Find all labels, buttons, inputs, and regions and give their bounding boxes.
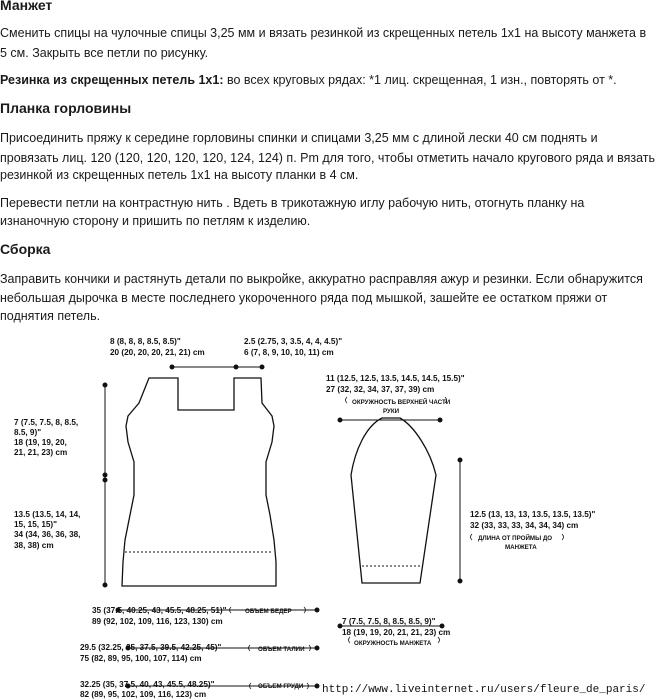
assembly-text-line3: поднятия петель. [0,309,101,323]
body-length-inches-2: 15, 15, 15)" [14,520,58,529]
upper-arm-caption-2: РУКИ [383,408,400,415]
neckband-text-line2: провязать лиц. 120 (120, 120, 120, 120, 124, 124) п. Pm для того, чтобы отметить начало кругового ряда и вязать [0,151,655,165]
body-length-inches-1: 13.5 (13.5, 14, 14, [14,510,81,519]
neckband-text-line4: Перевести петли на контрастную нить . Вдеть в трикотажную иглу рабочую нить, отогнуть планку на [0,196,585,210]
body-outline [122,378,276,586]
armhole-depth-cm-2: 21, 21, 23) cm [14,448,68,457]
chest-cm: 82 (89, 95, 102, 109, 116, 123) cm [80,690,207,699]
upper-arm-caption-1: ОКРУЖНОСТЬ ВЕРХНЕЙ ЧАСТИ [352,399,451,406]
neckband-text-line1: Присоединить пряжу к середине горловины спинки и спицами 3,25 мм с длиной лески 40 см поднять и [0,131,598,145]
waist-inches: 29.5 (32.25, 35, 37.5, 39.5, 42.25, 45)" [80,643,222,652]
upper-arm-cm: 27 (32, 32, 34, 37, 37, 39) cm [326,385,435,394]
assembly-text-line2: небольшая дырочка в месте последнего укороченного ряда под мышкой, зашейте ее остатком пряжи от [0,291,608,305]
armhole-depth-inches-2: 8.5, 9)" [14,428,42,437]
neckband-text-line5: изнаночную сторону и пришить по петлям к изделию. [0,214,311,228]
rib-pattern-label: Резинка из скрещенных петель 1х1: [0,73,224,87]
watermark-url: http://www.liveinternet.ru/users/fleure_de_paris/ [322,684,646,696]
neckband-heading: Планка горловины [0,100,132,116]
sleeve-caption-2: МАНЖЕТА [505,544,537,551]
hip-cm: 89 (92, 102, 109, 116, 123, 130) cm [92,617,223,626]
sleeve-length-inches: 12.5 (13, 13, 13, 13.5, 13.5, 13.5)" [470,510,596,519]
neck-width-cm: 20 (20, 20, 20, 21, 21) cm [110,348,205,357]
cuff-caption: ОКРУЖНОСТЬ МАНЖЕТА [354,640,432,647]
cuff-text-line2: 5 см. Закрыть все петли по рисунку. [0,46,209,60]
waist-cm: 75 (82, 89, 95, 100, 107, 114) cm [80,654,202,663]
chest-inches: 32.25 (35, 37.5, 40, 43, 45.5, 48.25)" [80,680,215,689]
neck-width-inches: 8 (8, 8, 8, 8.5, 8.5)" [110,337,181,346]
armhole-depth-inches-1: 7 (7.5, 7.5, 8, 8.5, [14,418,79,427]
cuff-text-line1: Сменить спицы на чулочные спицы 3,25 мм и вязать резинкой из скрещенных петель 1х1 на высоту манжета в [0,26,647,40]
assembly-text-line1: Заправить кончики и растянуть детали по выкройке, аккуратно расправляя ажур и резинки. Если обнаружится [0,272,643,286]
rib-pattern-paragraph [0,70,617,90]
hip-caption: ОБЪЕМ БЕДЕР [245,608,292,615]
rib-pattern-text: во всех круговых рядах: *1 лиц. скрещенная, 1 изн., повторять от *. [223,73,617,87]
assembly-heading: Сборка [0,241,51,257]
armhole-depth-cm-1: 18 (19, 19, 20, [14,438,67,447]
chest-caption: ОБЪЕМ ГРУДИ [258,683,304,690]
body-length-cm-2: 38, 38) cm [14,541,54,550]
cuff-heading: Манжет [0,0,53,13]
shoulder-width-cm: 6 (7, 8, 9, 10, 10, 11) cm [244,348,334,357]
waist-caption: ОБЪЕМ ТАЛИИ [258,646,305,653]
cuff-cm: 18 (19, 19, 20, 21, 21, 23) cm [342,628,451,637]
cuff-inches: 7 (7.5, 7.5, 8, 8.5, 8.5, 9)" [342,617,436,626]
sleeve-length-cm: 32 (33, 33, 33, 34, 34, 34) cm [470,521,579,530]
body-length-cm-1: 34 (34, 36, 36, 38, [14,530,81,539]
hip-inches: 35 (37.5, 40.25, 43, 45.5, 48.25, 51)" [92,606,227,615]
sleeve-outline [351,418,436,583]
sleeve-caption-1: ДЛИНА ОТ ПРОЙМЫ ДО [478,535,553,542]
neckband-text-line3: резинкой из скрещенных петель 1х1 на высоту планки в 4 см. [0,168,359,182]
upper-arm-inches: 11 (12.5, 12.5, 13.5, 14.5, 14.5, 15.5)" [326,374,465,383]
shoulder-width-inches: 2.5 (2.75, 3, 3.5, 4, 4, 4.5)" [244,337,343,346]
